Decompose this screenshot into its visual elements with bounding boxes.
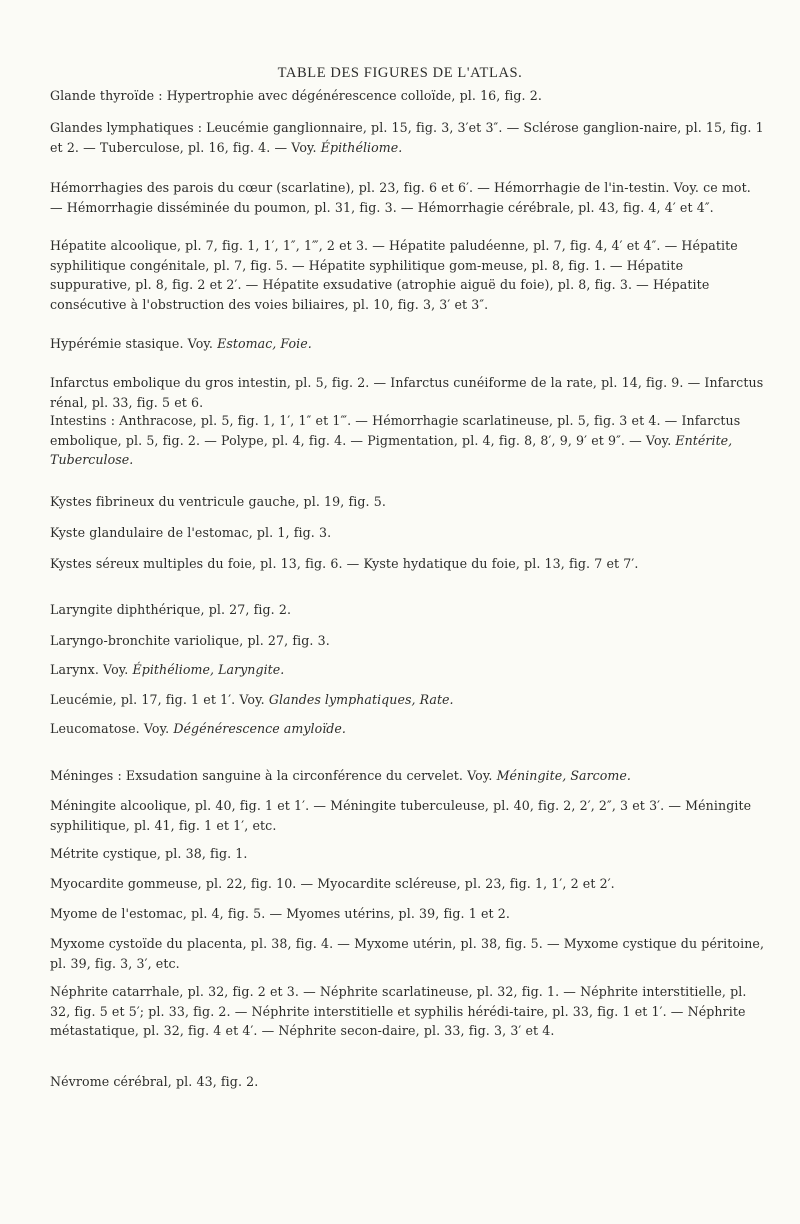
entry-see-also: Estomac, Foie. [217, 336, 312, 351]
entry-text: Kystes séreux multiples du foie, pl. 13, fig. 6. — Kyste hydatique du foie, pl. 13, fig. 7 et 7′. [50, 556, 639, 571]
entry-text: Méningite alcoolique, pl. 40, fig. 1 et 1′. — Méningite tuberculeuse, pl. 40, fig. 2, 2′, 2″, 3 et 3′. — Méningite syphilitique, pl. 41, fig. 1 et 1′, etc. [50, 798, 752, 833]
entry-laryngite [50, 600, 766, 620]
entry-text: Glandes lymphatiques : Leucémie ganglionnaire, pl. 15, fig. 3, 3′et 3″. — Sclérose ganglion-naire, pl. 15, fig. 1 et 2. — Tuberculose, pl. 16, fig. 4. — Voy. [50, 120, 764, 155]
entry-text: Larynx. Voy. [50, 662, 133, 677]
entry-text: Laryngo-bronchite variolique, pl. 27, fig. 3. [50, 633, 330, 648]
entry-leucemie [50, 690, 766, 710]
entry-text: Myxome cystoïde du placenta, pl. 38, fig. 4. — Myxome utérin, pl. 38, fig. 5. — Myxome cystique du péritoine, pl. 39, fig. 3, 3′, etc. [50, 936, 765, 971]
entry-infarctus [50, 373, 766, 412]
entry-text: Leucémie, pl. 17, fig. 1 et 1′. Voy. [50, 692, 269, 707]
entry-text: Hépatite alcoolique, pl. 7, fig. 1, 1′, 1″, 1‴, 2 et 3. — Hépatite paludéenne, pl. 7, fig. 4, 4′ et 4″. — Hépatite syphilitique congénitale, pl. 7, fig. 5. — Hépatite syphilitique gom-meuse, pl. 8, fig. 1. — Hépatite suppurative, pl. 8, fig. 2 et 2′. — Hépatite exsudative (atrophie aiguë du foie), pl. 8, fig. 3. — Hépatite consécutive à l'obstruction des voies biliaires, pl. 10, fig. 3, 3′ et 3″. [50, 238, 738, 312]
entry-kyste-glandulaire [50, 523, 766, 543]
entry-hemorrhagies [50, 178, 766, 217]
entry-text: Infarctus embolique du gros intestin, pl. 5, fig. 2. — Infarctus cunéiforme de la rate, pl. 14, fig. 9. — Infarctus rénal, pl. 33, fig. 5 et 6. [50, 375, 764, 410]
entry-nephrite [50, 982, 766, 1041]
entry-kystes-fibrineux [50, 492, 766, 512]
entry-text: Kyste glandulaire de l'estomac, pl. 1, fig. 3. [50, 525, 332, 540]
entry-myxome [50, 934, 766, 973]
entry-meningite [50, 796, 766, 835]
entry-text: Métrite cystique, pl. 38, fig. 1. [50, 846, 248, 861]
entry-nevrome [50, 1072, 766, 1092]
entry-text: Laryngite diphthérique, pl. 27, fig. 2. [50, 602, 292, 617]
entry-text: Kystes fibrineux du ventricule gauche, pl. 19, fig. 5. [50, 494, 386, 509]
entry-see-also: Dégénérescence amyloïde. [173, 721, 346, 736]
entry-meninges [50, 766, 766, 786]
entry-glande-thyroide [50, 86, 766, 106]
entry-see-also: Entérite, Tuberculose. [50, 432, 733, 467]
entry-see-also: Épithéliome, Laryngite. [132, 662, 285, 677]
entry-text: Hémorrhagies des parois du cœur (scarlatine), pl. 23, fig. 6 et 6′. — Hémorrhagie de l'in-testin. Voy. ce mot. — Hémorrhagie disséminée du poumon, pl. 31, fig. 3. — Hémorrhagie cérébrale, pl. 43, fig. 4, 4′ et 4″. [50, 180, 751, 215]
entry-text: Myocardite gommeuse, pl. 22, fig. 10. — Myocardite scléreuse, pl. 23, fig. 1, 1′, 2 et 2′. [50, 876, 615, 891]
entry-text: Néphrite catarrhale, pl. 32, fig. 2 et 3. — Néphrite scarlatineuse, pl. 32, fig. 1. — Néphrite interstitielle, pl. 32, fig. 5 et 5′; pl. 33, fig. 2. — Néphrite interstitielle et syphilis hérédi-taire, pl. 33, fig. 1 et 1′. — Néphrite métastatique, pl. 32, fig. 4 et 4′. — Néphrite secon-daire, pl. 33, fig. 3, 3′ et 4. [50, 984, 747, 1038]
page-title: TABLE DES FIGURES DE L'ATLAS. [277, 65, 523, 81]
entry-text: Leucomatose. Voy. [50, 721, 174, 736]
entry-kystes-sereux [50, 554, 766, 574]
entry-text: Hypérémie stasique. Voy. [50, 336, 218, 351]
entry-intestins [50, 411, 766, 470]
entry-larynx [50, 660, 766, 680]
entry-metrite [50, 844, 766, 864]
entry-text: Glande thyroïde : Hypertrophie avec dégénérescence colloïde, pl. 16, fig. 2. [50, 88, 542, 103]
entry-leucomatose [50, 719, 766, 739]
entry-text: Intestins : Anthracose, pl. 5, fig. 1, 1′, 1″ et 1‴. — Hémorrhagie scarlatineuse, pl. 5, fig. 3 et 4. — Infarctus embolique, pl. 5, fig. 2. — Polype, pl. 4, fig. 4. — Pigmentation, pl. 4, fig. 8, 8′, 9, 9′ et 9″. — Voy. [50, 413, 741, 448]
entry-text: Myome de l'estomac, pl. 4, fig. 5. — Myomes utérins, pl. 39, fig. 1 et 2. [50, 906, 510, 921]
entry-text: Névrome cérébral, pl. 43, fig. 2. [50, 1074, 259, 1089]
entry-glandes-lymphatiques [50, 118, 766, 157]
entry-hyperemie [50, 334, 766, 354]
entry-see-also: Glandes lymphatiques, Rate. [268, 692, 454, 707]
entry-laryngo-bronchite [50, 631, 766, 651]
entry-hepatite [50, 236, 766, 314]
entry-myocardite [50, 874, 766, 894]
entry-see-also: Épithéliome. [320, 139, 403, 155]
entry-see-also: Méningite, Sarcome. [496, 768, 631, 783]
entry-myome [50, 904, 766, 924]
entry-text: Méninges : Exsudation sanguine à la circonférence du cervelet. Voy. [50, 768, 497, 783]
